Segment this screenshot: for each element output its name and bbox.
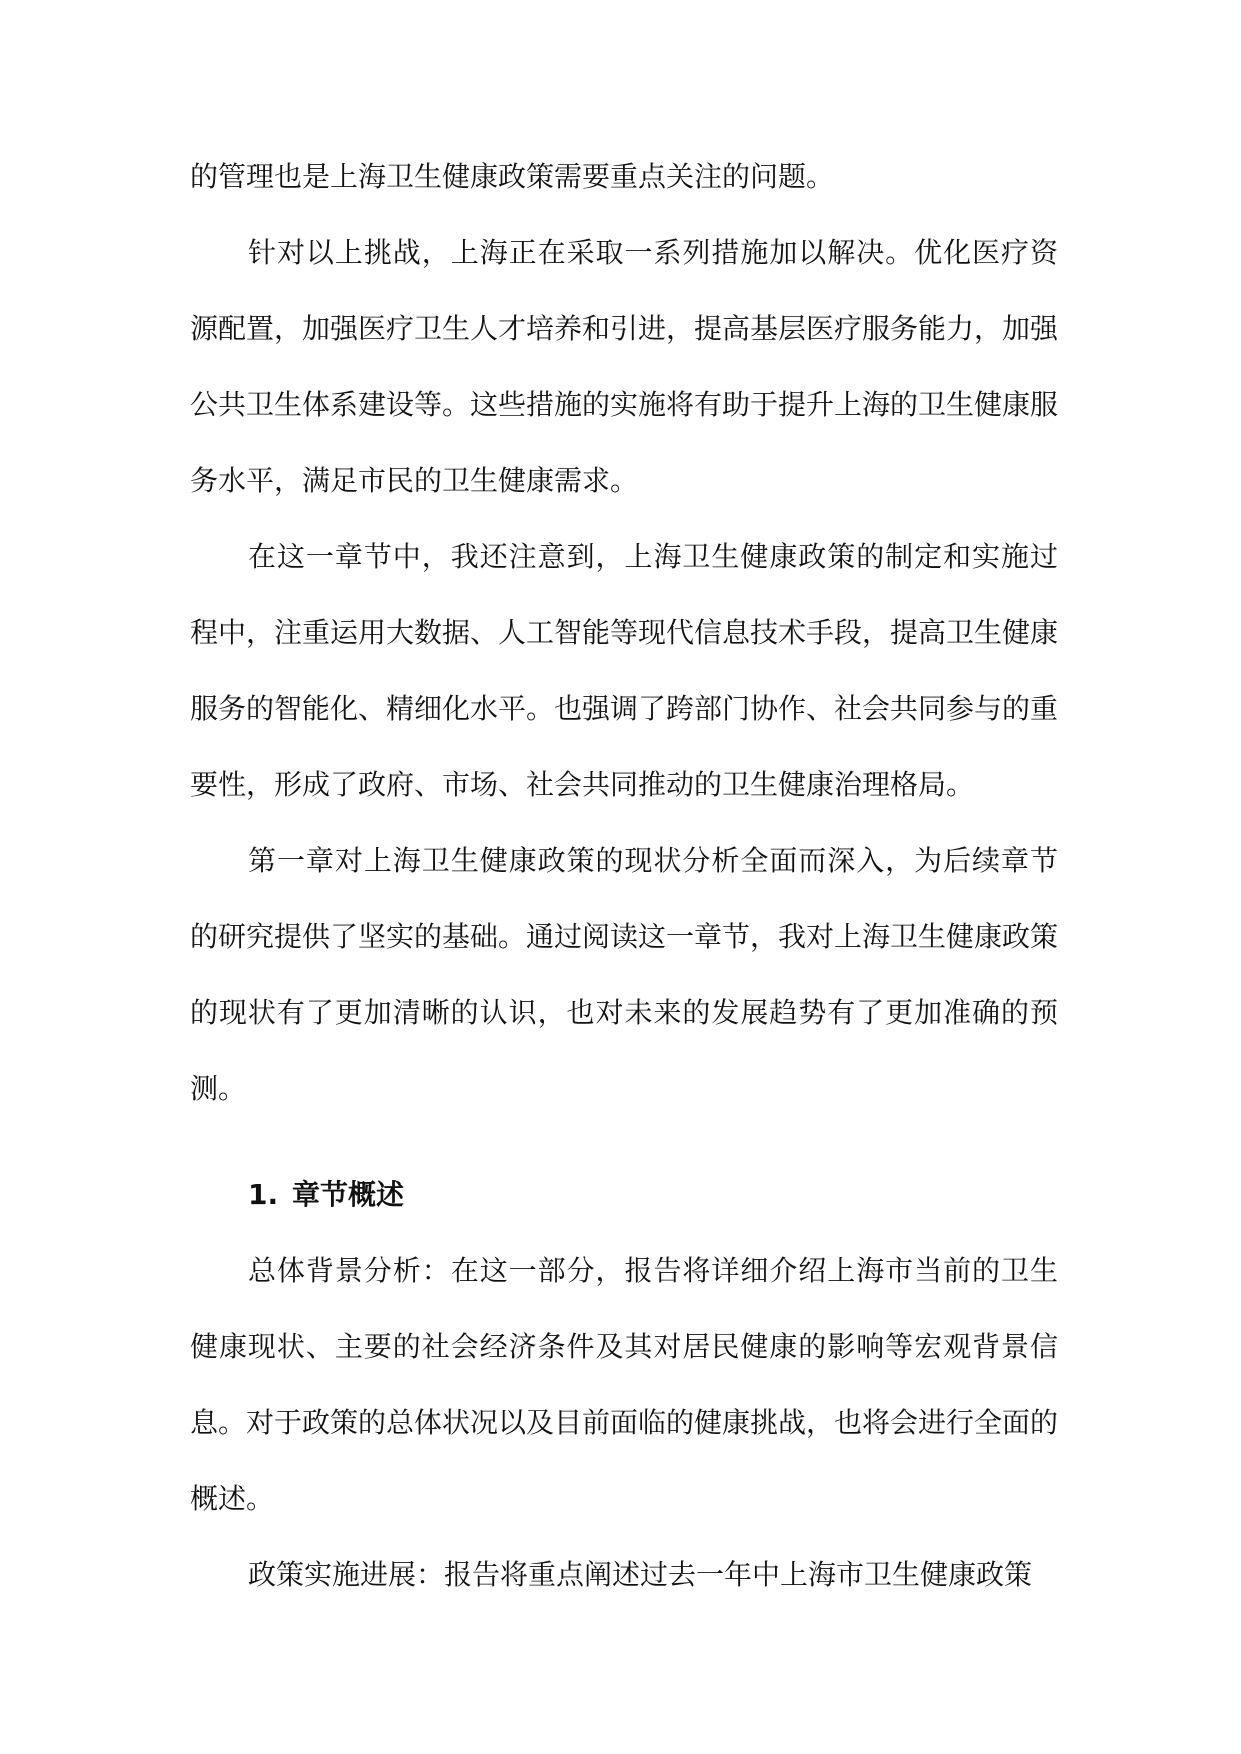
section-number: 1. xyxy=(248,1178,279,1211)
paragraph-technology: 在这一章节中，我还注意到，上海卫生健康政策的制定和实施过程中，注重运用大数据、人工智能等现代信息技术手段，提高卫生健康服务的智能化、精细化水平。也强调了跨部门协作、社会共同参与的重要性，形成了政府、市场、社会共同推动的卫生健康治理格局。 xyxy=(190,540,1059,801)
section-heading xyxy=(190,1157,1058,1233)
paragraph-chapter-summary: 第一章对上海卫生健康政策的现状分析全面而深入，为后续章节的研究提供了坚实的基础。通过阅读这一章节，我对上海卫生健康政策的现状有了更加清晰的认识，也对未来的发展趋势有了更加准确的预测。 xyxy=(190,844,1059,1105)
paragraph-measures: 针对以上挑战，上海正在采取一系列措施加以解决。优化医疗资源配置，加强医疗卫生人才培养和引进，提高基层医疗服务能力，加强公共卫生体系建设等。这些措施的实施将有助于提升上海的卫生健康服务水平，满足市民的卫生健康需求。 xyxy=(190,236,1059,497)
document-body xyxy=(190,139,1058,1613)
paragraph-background: 总体背景分析：在这一部分，报告将详细介绍上海市当前的卫生健康现状、主要的社会经济条件及其对居民健康的影响等宏观背景信息。对于政策的总体状况以及目前面临的健康挑战，也将会进行全面的概述。 xyxy=(190,1254,1059,1515)
section-title: 章节概述 xyxy=(292,1178,405,1211)
paragraph-progress: 政策实施进展：报告将重点阐述过去一年中上海市卫生健康政策 xyxy=(248,1558,1033,1591)
paragraph-continuation: 的管理也是上海卫生健康政策需要重点关注的问题。 xyxy=(190,160,835,193)
